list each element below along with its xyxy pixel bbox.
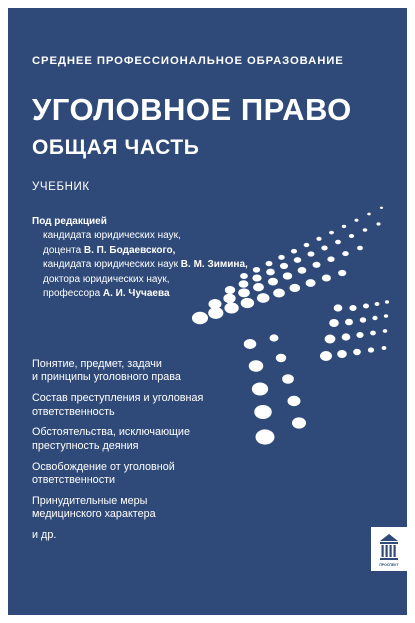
decorative-dot bbox=[249, 360, 264, 372]
series-title: СРЕДНЕЕ ПРОФЕССИОНАЛЬНОЕ ОБРАЗОВАНИЕ bbox=[32, 55, 344, 67]
editors-block bbox=[32, 215, 248, 301]
decorative-dot bbox=[244, 339, 257, 349]
decorative-dot bbox=[375, 302, 380, 306]
editors-heading: Под редакцией bbox=[32, 216, 107, 227]
editor-title: доцента bbox=[43, 244, 84, 256]
decorative-dot bbox=[289, 284, 300, 292]
decorative-dot bbox=[345, 319, 353, 326]
editor-line bbox=[32, 287, 248, 301]
decorative-dot bbox=[372, 316, 377, 320]
decorative-dot bbox=[329, 231, 334, 235]
decorative-dot bbox=[253, 267, 260, 273]
decorative-dot bbox=[384, 314, 388, 318]
decorative-dot bbox=[252, 383, 268, 396]
decorative-dot bbox=[353, 349, 361, 355]
decorative-dot bbox=[224, 302, 238, 313]
decorative-dot bbox=[256, 429, 275, 444]
topic-item: Освобождение от уголовной ответственности bbox=[32, 460, 175, 487]
decorative-dot bbox=[257, 293, 270, 303]
decorative-dot bbox=[316, 237, 321, 241]
decorative-dot bbox=[349, 234, 354, 238]
decorative-dot bbox=[349, 305, 356, 311]
decorative-dot bbox=[367, 213, 371, 216]
book-title: УГОЛОВНОЕ ПРАВО bbox=[32, 92, 352, 127]
decorative-dot bbox=[282, 374, 294, 383]
decorative-dot bbox=[376, 222, 380, 225]
decorative-dot bbox=[322, 275, 331, 282]
decorative-dot bbox=[254, 405, 272, 419]
editor-title: кандидата юридических наук bbox=[43, 259, 181, 271]
decorative-dot bbox=[342, 225, 346, 228]
decorative-dot bbox=[278, 255, 285, 260]
publisher-name: ПРОСПЕКТ bbox=[379, 563, 399, 567]
decorative-dot bbox=[368, 347, 374, 352]
topic-item: Принудительные меры медицинского характера bbox=[32, 494, 156, 521]
decorative-dot bbox=[313, 262, 321, 268]
decorative-dot bbox=[266, 269, 275, 276]
decorative-dot bbox=[327, 256, 334, 262]
decorative-dot bbox=[380, 207, 383, 209]
decorative-dot bbox=[355, 219, 359, 222]
editor-line bbox=[32, 244, 248, 258]
decorative-dot bbox=[321, 246, 327, 251]
decorative-dot bbox=[273, 289, 285, 298]
decorative-dot bbox=[252, 274, 261, 281]
decorative-dot bbox=[360, 317, 366, 322]
editor-title: профессора bbox=[43, 288, 103, 300]
decorative-dot bbox=[337, 350, 347, 358]
decorative-dot bbox=[357, 246, 363, 251]
editor-line bbox=[32, 258, 248, 272]
editor-name: А. И. Чучаева bbox=[102, 288, 170, 300]
decorative-dot bbox=[334, 304, 343, 311]
decorative-dot bbox=[363, 228, 368, 232]
decorative-dot bbox=[308, 251, 315, 256]
book-type: УЧЕБНИК bbox=[32, 181, 90, 193]
decorative-dot bbox=[280, 263, 288, 269]
decorative-dot bbox=[268, 278, 278, 286]
decorative-dot bbox=[320, 351, 332, 361]
editor-line: кандидата юридических наук, bbox=[43, 230, 181, 242]
decorative-dot bbox=[283, 272, 292, 279]
topic-item: Обстоятельства, исключающие преступность деяния bbox=[32, 426, 190, 452]
decorative-dot bbox=[253, 283, 264, 291]
decorative-dot bbox=[270, 334, 279, 341]
decorative-dot bbox=[356, 332, 363, 338]
decorative-dot bbox=[325, 335, 336, 344]
topic-item: и др. bbox=[32, 529, 57, 542]
decorative-dot bbox=[276, 354, 287, 362]
decorative-dot bbox=[382, 346, 387, 350]
decorative-dot bbox=[383, 329, 388, 333]
decorative-dot bbox=[192, 312, 208, 324]
editor-line: доктора юридических наук, bbox=[43, 273, 170, 285]
decorative-dot bbox=[294, 257, 302, 263]
decorative-dot bbox=[304, 243, 310, 247]
decorative-dot bbox=[292, 417, 306, 428]
book-cover bbox=[8, 8, 407, 615]
decorative-dot bbox=[385, 300, 389, 303]
decorative-dot bbox=[363, 304, 369, 309]
book-subtitle: ОБЩАЯ ЧАСТЬ bbox=[32, 136, 200, 159]
decorative-dot bbox=[338, 270, 346, 276]
decorative-dot bbox=[342, 333, 351, 340]
editor-name: В. М. Зимина, bbox=[180, 259, 248, 271]
decorative-dot bbox=[342, 251, 349, 256]
topics-list bbox=[32, 358, 203, 550]
decorative-dot bbox=[298, 267, 307, 274]
decorative-dot bbox=[335, 240, 341, 244]
decorative-dot bbox=[291, 249, 297, 254]
decorative-dot bbox=[370, 331, 376, 336]
decorative-dot bbox=[329, 319, 339, 327]
topic-item: Понятие, предмет, задачи и принципы уголовного права bbox=[32, 358, 181, 384]
decorative-dot bbox=[288, 396, 301, 406]
decorative-dot bbox=[306, 279, 316, 287]
decorative-dot bbox=[266, 261, 273, 266]
decorative-dot bbox=[208, 307, 223, 319]
topic-item: Состав преступления и уголовная ответственность bbox=[32, 392, 204, 418]
editor-name: В. П. Бодаевского, bbox=[83, 244, 176, 256]
